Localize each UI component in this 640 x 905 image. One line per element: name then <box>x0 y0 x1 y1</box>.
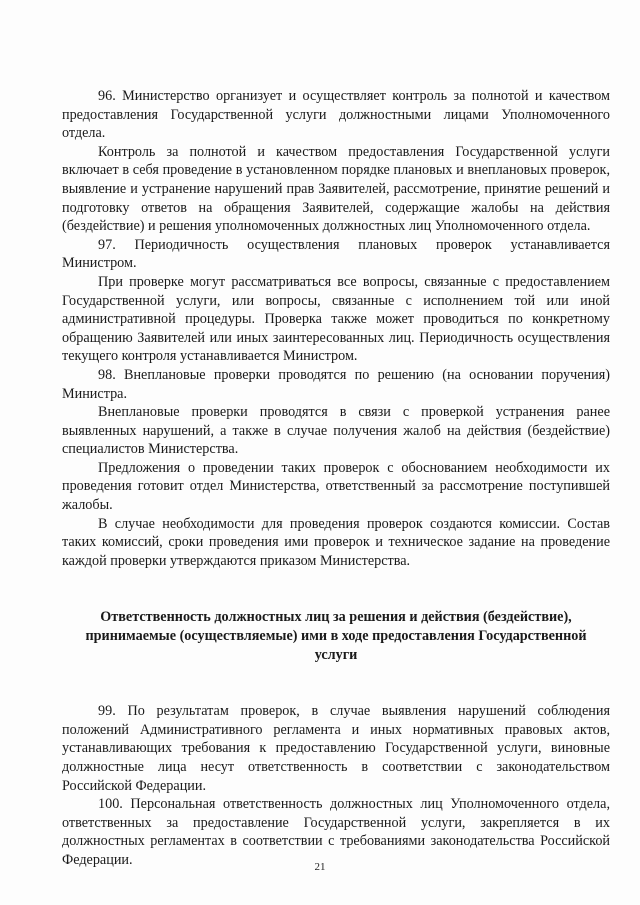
paragraph-96: 96. Министерство организует и осуществляет контроль за полнотой и качеством предоставления Государственной услуги должностными лицами Уполномоченного отдела. <box>62 88 610 142</box>
paragraph-97: 97. Периодичность осуществления плановых проверок устанавливается Министром. <box>62 236 610 272</box>
paragraph-inspection-proposals: Предложения о проведении таких проверок с обоснованием необходимости их проведения готовит отдел Министерства, ответственный за рассмотрение поступившей жалобы. <box>62 459 610 514</box>
paragraph-100: 100. Персональная ответственность должностных лиц Уполномоченного отдела, ответственных за предоставление Государственной услуги, закрепляется в их должностных регламентах в соответствии с требованиями законодательства Российской Федерации. <box>62 796 610 868</box>
paragraph-commissions: В случае необходимости для проведения проверок создаются комиссии. Состав таких комиссий, сроки проведения ими проверок и техническое задание на проведение каждой проверки утверждаются приказом Министерства. <box>62 515 610 569</box>
page-number: 21 <box>314 861 326 873</box>
section-heading: Ответственность должностных лиц за решения и действия (бездействие), принимаемые (осуществляемые) ими в ходе предоставления Государственной услуги <box>85 609 587 663</box>
paragraph-inspection-questions: При проверке могут рассматриваться все вопросы, связанные с предоставлением Государственной услуги, или вопросы, связанные с исполнением той или иной административной процедуры. Проверка также может проводиться по конкретному обращению Заявителей или иных заинтересованных лиц. Периодичность осуществления текущего контроля устанавливается Министром. <box>62 273 610 365</box>
paragraph-98: 98. Внеплановые проверки проводятся по решению (на основании поручения) Министра. <box>62 366 610 402</box>
bottom-paragraphs <box>62 702 610 869</box>
paragraph-unscheduled-inspections: Внеплановые проверки проводятся в связи с проверкой устранения ранее выявленных нарушений, а также в случае получения жалоб на действия (бездействие) специалистов Министерства. <box>62 404 610 458</box>
page-content <box>62 87 610 870</box>
paragraph-99: 99. По результатам проверок, в случае выявления нарушений соблюдения положений Административного регламента и иных нормативных правовых актов, устанавливающих требования к предоставлению Государственной услуги, виновные должностные лица несут ответственность в соответствии с законодательством Российской Федерации. <box>62 703 610 794</box>
paragraph-control-scope: Контроль за полнотой и качеством предоставления Государственной услуги включает в себя проведение в установленном порядке плановых и внеплановых проверок, выявление и устранение нарушений прав Заявителей, рассмотрение, принятие решений и подготовку ответов на обращения Заявителей, содержащие жалобы на действия (бездействие) и решения уполномоченных должностных лиц Уполномоченного отдела. <box>62 143 610 235</box>
